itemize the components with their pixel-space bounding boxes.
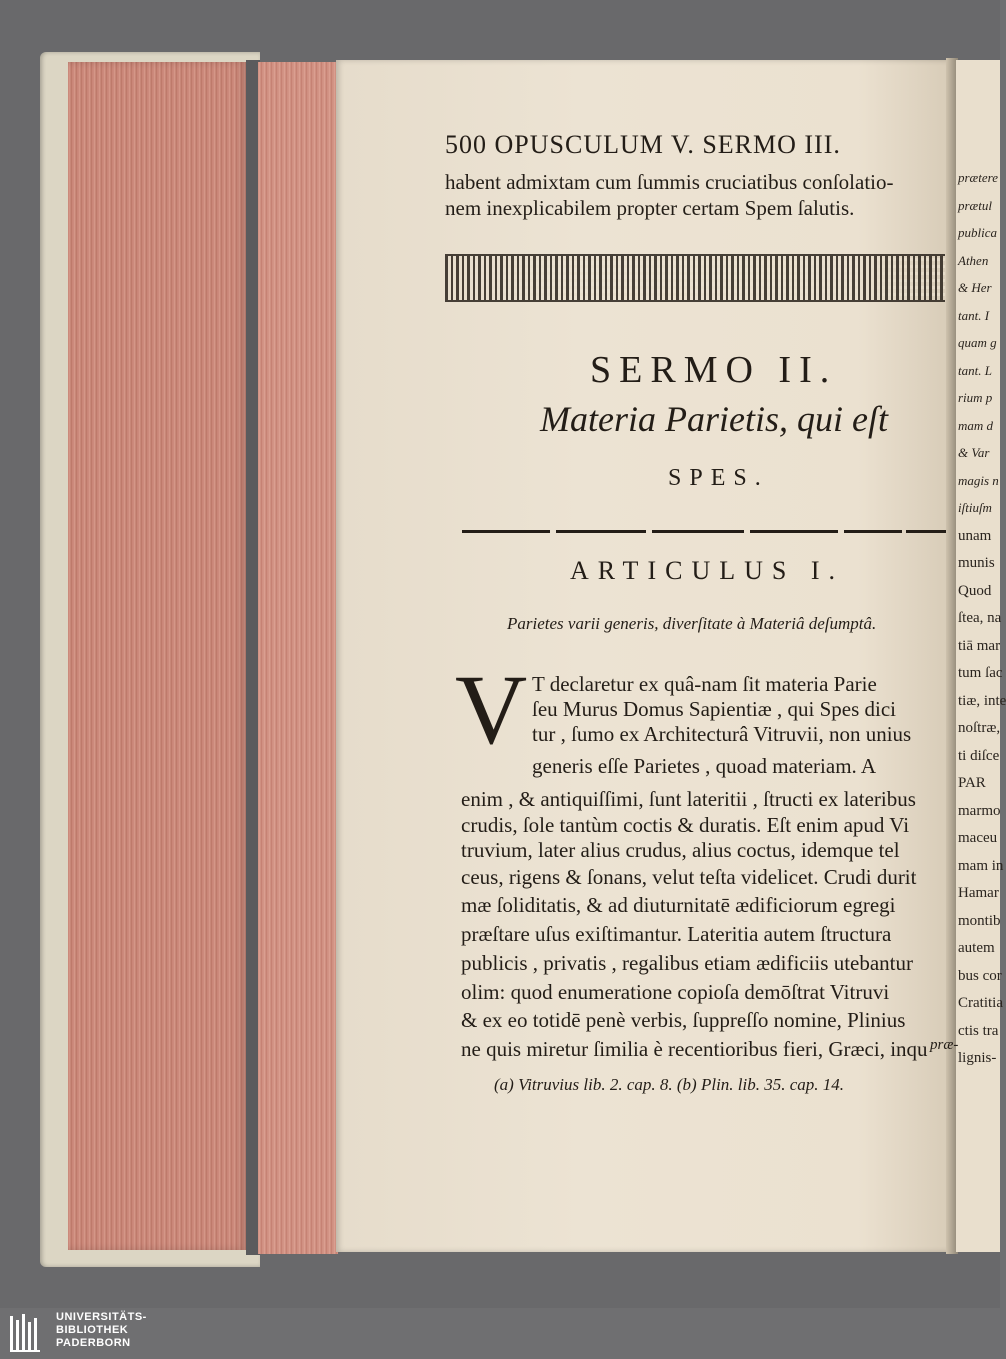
body-line: truvium, later alius crudus, alius coctus, idemque tel [461, 838, 900, 862]
next-page-fragment: Quod [958, 582, 992, 599]
next-page-fragment: tant. L [958, 362, 992, 378]
next-page-fragment: mam in [958, 857, 1004, 874]
next-page-fragment: magis n [958, 472, 999, 488]
body-line: enim , & antiquiſſimi, ſunt lateritii , ſtructi ex lateribus [461, 787, 916, 811]
next-page-fragment: & Her [958, 280, 992, 295]
body-line: tur , ſumo ex Architecturâ Vitruvii, non unius [532, 722, 912, 746]
body-line: crudis, ſole tantùm coctis & duratis. Eſt enim apud Vi [461, 813, 910, 837]
next-page-fragment: Athen [958, 252, 989, 268]
next-page-fragment: tant. I [958, 307, 990, 323]
next-page-fragment: prætul [958, 197, 992, 213]
body-line: T declaretur ex quâ-nam ſit materia Parie [532, 672, 877, 696]
next-page-fragment: prætere [958, 170, 998, 185]
next-page-fragment: tum ſac [958, 665, 1003, 681]
article-heading: ARTICULUS I. [570, 556, 844, 585]
decorative-ornament-band [445, 254, 945, 302]
catchword: præ- [930, 1037, 959, 1053]
next-page-fragment: montib [958, 912, 1001, 929]
sermo-title: SERMO II. [590, 349, 838, 391]
logo-line-2: BIBLIOTHEK [56, 1324, 129, 1336]
library-logo-text [56, 1311, 147, 1350]
next-page-fragment: unam [958, 527, 992, 544]
next-page-fragment: iſtiuſm [958, 500, 992, 515]
body-line: mæ ſoliditatis, & ad diuturnitatē ædificiorum egregi [461, 893, 896, 917]
next-page-fragment: & Var [958, 445, 990, 460]
body-line: & ex eo totidē penè verbis, ſuppreſſo nomine, Plinius [461, 1008, 906, 1032]
divider-rule [750, 530, 838, 533]
next-page-fragment: PAR [958, 775, 986, 791]
intro-line-1: habent admixtam cum ſummis cruciatibus conſolatio- [445, 170, 894, 194]
library-logo-icon [8, 1312, 48, 1354]
next-page-fragment: noſtræ, [958, 720, 1001, 736]
drop-cap-initial: V [455, 654, 528, 765]
body-line: præſtare uſus exiſtimantur. Lateritia autem ſtructura [461, 922, 892, 946]
divider-rule [906, 530, 946, 533]
next-page-fragment: tiæ, inte [958, 692, 1006, 709]
footer-bar [0, 1308, 1000, 1359]
page-edges-right [258, 62, 338, 1254]
next-page-fragment: maceu [958, 830, 998, 846]
next-page-fragment: rium p [958, 390, 993, 405]
next-page-fragment: bus cor [958, 967, 1002, 984]
next-page-fragment: ſtea, na [958, 610, 1002, 626]
sermo-subtitle: Materia Parietis, qui eſt [540, 399, 888, 439]
next-page-edge [956, 60, 1006, 1252]
body-line: ceus, rigens & ſonans, velut teſta videlicet. Crudi durit [461, 865, 917, 889]
next-page-fragment: lignis- [958, 1050, 997, 1066]
sermo-word: SPES. [668, 465, 769, 491]
next-page-fragment: autem [958, 940, 995, 956]
logo-line-3: PADERBORN [56, 1337, 131, 1349]
body-line: ſeu Murus Domus Sapientiæ , qui Spes dici [532, 697, 896, 721]
divider-rule [462, 530, 550, 533]
next-page-fragment: quam g [958, 335, 997, 350]
intro-line-2: nem inexplicabilem propter certam Spem ſalutis. [445, 196, 855, 220]
body-line: olim: quod enumeratione copioſa demōſtrat Vitruvi [461, 980, 890, 1004]
next-page-fragment: Cratitia [958, 995, 1003, 1011]
footnote: (a) Vitruvius lib. 2. cap. 8. (b) Plin. lib. 35. cap. 14. [494, 1075, 845, 1094]
article-subheading: Parietes varii generis, diverſitate à Materiâ deſumptâ. [507, 614, 877, 633]
divider-rule [844, 530, 902, 533]
next-page-fragment: tiā mar [958, 637, 1001, 654]
next-page-fragment: ti diſce [958, 747, 1000, 764]
body-line: ne quis miretur ſimilia è recentioribus fieri, Græci, inqu [461, 1037, 928, 1061]
body-line: generis eſſe Parietes , quoad materiam. A [532, 754, 877, 778]
divider-rule [556, 530, 646, 533]
book-page [336, 60, 950, 1252]
next-page-fragment: marmo [958, 802, 1001, 819]
next-page-fragment: publica [958, 225, 997, 240]
logo-line-1: UNIVERSITÄTS- [56, 1311, 147, 1323]
running-head: 500 OPUSCULUM V. SERMO III. [445, 130, 841, 159]
divider-rule [652, 530, 744, 533]
next-page-fragment: mam d [958, 417, 994, 433]
next-page-fragment: ctis tra [958, 1022, 999, 1039]
page-edges-left [68, 62, 248, 1250]
body-line: publicis , privatis , regalibus etiam ædificiis utebantur [461, 951, 913, 975]
next-page-fragment: Hamar [958, 885, 999, 901]
next-page-fragment: munis [958, 555, 995, 571]
